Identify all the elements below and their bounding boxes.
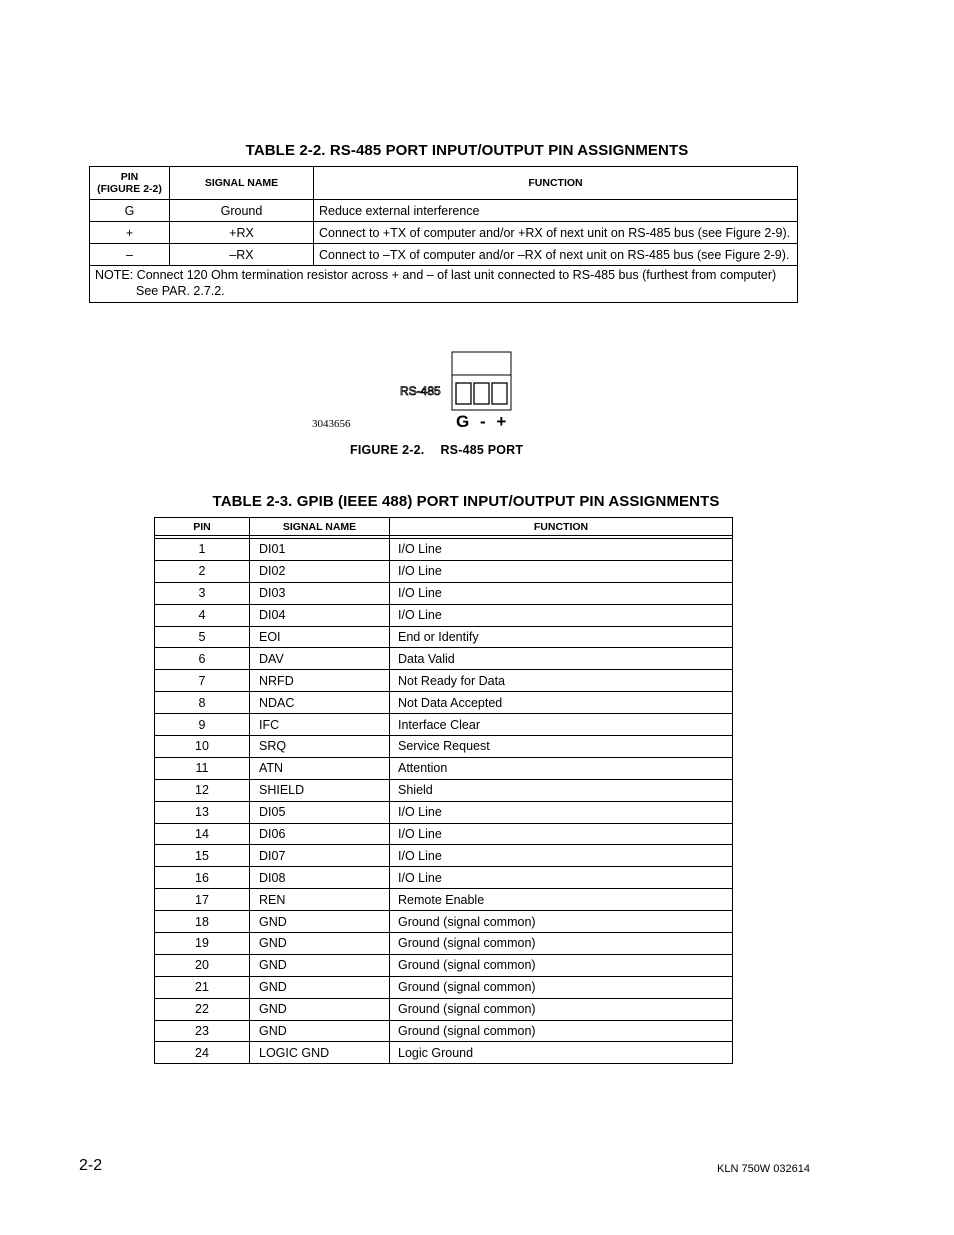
table-row: [155, 714, 733, 736]
function-cell: Reduce external interference: [314, 200, 798, 222]
pin-cell: +: [90, 222, 170, 244]
page-number: 2-2: [79, 1157, 103, 1174]
pin-cell: 8: [155, 692, 250, 714]
table-row: [155, 1042, 733, 1064]
table-row: [155, 692, 733, 714]
terminal-g: [456, 383, 471, 404]
table-row: [155, 911, 733, 933]
table-row: [90, 244, 798, 266]
table-row: [155, 954, 733, 976]
pin-cell: 2: [155, 560, 250, 582]
table-2-2-title: TABLE 2-2. RS-485 PORT INPUT/OUTPUT PIN ASSIGNMENTS: [245, 142, 689, 159]
signal-name-cell: REN: [250, 889, 390, 911]
table-header-row: [90, 167, 798, 200]
pin-cell: G: [90, 200, 170, 222]
pin-cell: 20: [155, 954, 250, 976]
function-cell: Connect to –TX of computer and/or –RX of next unit on RS-485 bus (see Figure 2-9).: [314, 244, 798, 266]
table-row: [155, 736, 733, 758]
table-row: [155, 823, 733, 845]
table-row: [155, 998, 733, 1020]
pin-cell: 5: [155, 626, 250, 648]
pin-cell: 13: [155, 801, 250, 823]
function-cell: Shield: [390, 779, 733, 801]
table-row: [155, 845, 733, 867]
table-2-3-title: TABLE 2-3. GPIB (IEEE 488) PORT INPUT/OUTPUT PIN ASSIGNMENTS: [212, 493, 720, 510]
table-row: [155, 867, 733, 889]
table-row: [155, 582, 733, 604]
pin-cell: 16: [155, 867, 250, 889]
signal-name-header: SIGNAL NAME: [250, 518, 390, 536]
figure-caption-text: RS-485 PORT: [440, 443, 524, 457]
note-row: [90, 266, 798, 303]
signal-name-cell: GND: [250, 1020, 390, 1042]
pin-cell: 3: [155, 582, 250, 604]
pin-cell: 21: [155, 976, 250, 998]
pin-cell: –: [90, 244, 170, 266]
table-row: [155, 626, 733, 648]
signal-name-cell: Ground: [170, 200, 314, 222]
pin-cell: 18: [155, 911, 250, 933]
pin-cell: 10: [155, 736, 250, 758]
signal-name-header: SIGNAL NAME: [170, 167, 314, 200]
terminal-minus: [474, 383, 489, 404]
table-row: [155, 933, 733, 955]
signal-name-cell: GND: [250, 998, 390, 1020]
signal-name-cell: GND: [250, 976, 390, 998]
table-row: [155, 648, 733, 670]
signal-name-cell: DI03: [250, 582, 390, 604]
table-row: [155, 889, 733, 911]
function-cell: Ground (signal common): [390, 1020, 733, 1042]
signal-name-cell: GND: [250, 911, 390, 933]
signal-name-cell: GND: [250, 933, 390, 955]
signal-name-cell: DI01: [250, 539, 390, 561]
signal-name-cell: DI02: [250, 560, 390, 582]
signal-name-cell: +RX: [170, 222, 314, 244]
signal-name-cell: NDAC: [250, 692, 390, 714]
table-row: [90, 200, 798, 222]
function-cell: Ground (signal common): [390, 911, 733, 933]
signal-name-cell: DI04: [250, 604, 390, 626]
signal-name-cell: DAV: [250, 648, 390, 670]
table-row: [155, 539, 733, 561]
pin-cell: 19: [155, 933, 250, 955]
function-header: FUNCTION: [390, 518, 733, 536]
pin-cell: 7: [155, 670, 250, 692]
table-row: [155, 976, 733, 998]
function-cell: I/O Line: [390, 845, 733, 867]
figure-caption-prefix: FIGURE 2-2.: [350, 443, 425, 457]
signal-name-cell: DI08: [250, 867, 390, 889]
function-cell: I/O Line: [390, 801, 733, 823]
function-cell: I/O Line: [390, 823, 733, 845]
function-cell: I/O Line: [390, 560, 733, 582]
document-id: KLN 750W 032614: [717, 1163, 810, 1175]
table-row: [155, 560, 733, 582]
function-cell: I/O Line: [390, 604, 733, 626]
pin-cell: 12: [155, 779, 250, 801]
table-row: [155, 801, 733, 823]
function-cell: Not Ready for Data: [390, 670, 733, 692]
figure-caption: [350, 443, 523, 457]
pin-labels: G - +: [456, 412, 510, 431]
signal-name-cell: LOGIC GND: [250, 1042, 390, 1064]
pin-cell: 22: [155, 998, 250, 1020]
drawing-number: 3043656: [312, 418, 351, 430]
pin-cell: 23: [155, 1020, 250, 1042]
table-header-row: [155, 518, 733, 536]
signal-name-cell: ATN: [250, 757, 390, 779]
function-cell: Connect to +TX of computer and/or +RX of next unit on RS-485 bus (see Figure 2-9).: [314, 222, 798, 244]
table-row: [155, 1020, 733, 1042]
table-row: [90, 222, 798, 244]
function-cell: Remote Enable: [390, 889, 733, 911]
pin-cell: 9: [155, 714, 250, 736]
function-cell: Ground (signal common): [390, 998, 733, 1020]
pin-cell: 15: [155, 845, 250, 867]
pin-header: [90, 167, 170, 200]
signal-name-cell: GND: [250, 954, 390, 976]
function-cell: I/O Line: [390, 867, 733, 889]
signal-name-cell: DI07: [250, 845, 390, 867]
port-label: RS-485: [400, 384, 441, 398]
pin-cell: 17: [155, 889, 250, 911]
signal-name-cell: EOI: [250, 626, 390, 648]
pin-cell: 11: [155, 757, 250, 779]
rs485-port-figure: [300, 345, 560, 435]
table-row: [155, 670, 733, 692]
signal-name-cell: IFC: [250, 714, 390, 736]
function-cell: Ground (signal common): [390, 954, 733, 976]
signal-name-cell: DI05: [250, 801, 390, 823]
port-housing: [452, 352, 511, 410]
function-cell: Ground (signal common): [390, 933, 733, 955]
pin-header-line1: PIN: [120, 171, 139, 183]
signal-name-cell: SHIELD: [250, 779, 390, 801]
pin-cell: 1: [155, 539, 250, 561]
pin-header-line2: (FIGURE 2-2): [97, 183, 162, 195]
function-header: FUNCTION: [314, 167, 798, 200]
note-line-1: NOTE: Connect 120 Ohm termination resistor across + and – of last unit connected to RS-485 bus (furthest from computer): [95, 268, 777, 282]
signal-name-cell: NRFD: [250, 670, 390, 692]
signal-name-cell: DI06: [250, 823, 390, 845]
function-cell: I/O Line: [390, 539, 733, 561]
pin-cell: 6: [155, 648, 250, 670]
table-note: [90, 266, 798, 303]
function-cell: Data Valid: [390, 648, 733, 670]
pin-cell: 4: [155, 604, 250, 626]
table-row: [155, 779, 733, 801]
pin-cell: 14: [155, 823, 250, 845]
terminal-plus: [492, 383, 507, 404]
pin-cell: 24: [155, 1042, 250, 1064]
function-cell: Interface Clear: [390, 714, 733, 736]
rs485-pin-table: [89, 166, 798, 303]
function-cell: Service Request: [390, 736, 733, 758]
pin-header: PIN: [155, 518, 250, 536]
function-cell: Attention: [390, 757, 733, 779]
table-row: [155, 757, 733, 779]
signal-name-cell: –RX: [170, 244, 314, 266]
note-line-2: See PAR. 2.7.2.: [136, 284, 225, 298]
function-cell: I/O Line: [390, 582, 733, 604]
function-cell: Not Data Accepted: [390, 692, 733, 714]
gpib-pin-table: [154, 517, 733, 1064]
function-cell: End or Identify: [390, 626, 733, 648]
table-row: [155, 604, 733, 626]
function-cell: Logic Ground: [390, 1042, 733, 1064]
signal-name-cell: SRQ: [250, 736, 390, 758]
function-cell: Ground (signal common): [390, 976, 733, 998]
